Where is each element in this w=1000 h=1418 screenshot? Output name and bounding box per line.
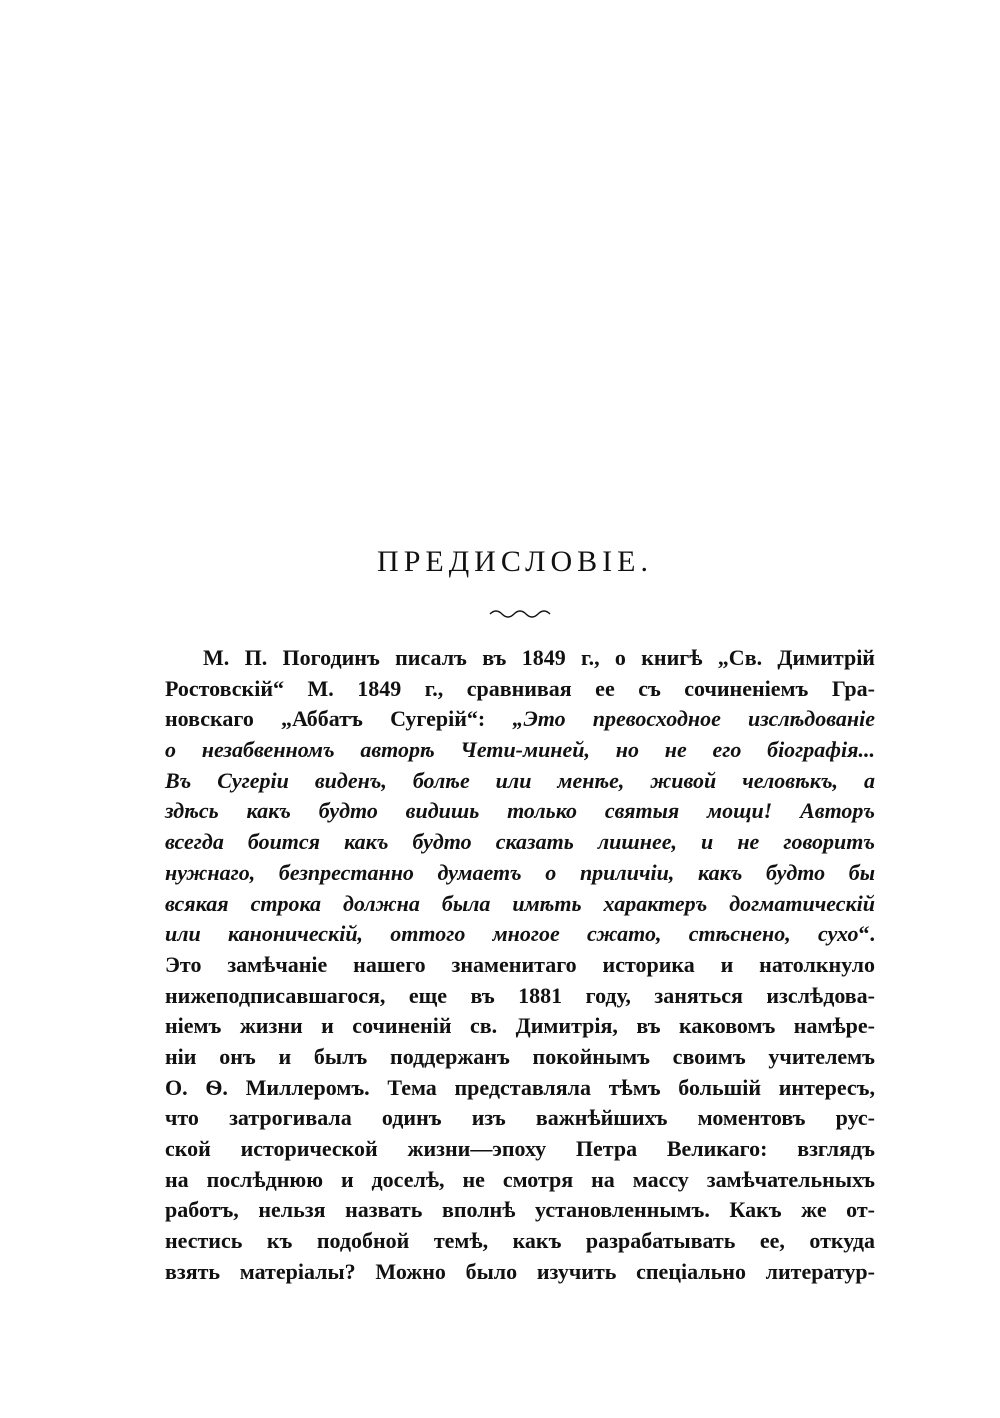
text-segment: ніемъ жизни и сочиненій св. Димитрія, въ каковомъ намѣре-: [165, 1013, 875, 1039]
text-line: [165, 1011, 875, 1042]
text-line: [165, 1226, 875, 1257]
text-segment: работъ, нельзя назвать вполнѣ установленнымъ. Какъ же от-: [165, 1197, 875, 1223]
text-segment: ніи онъ и былъ поддержанъ покойнымъ своимъ учителемъ: [165, 1043, 875, 1069]
quoted-text: здѣсь какъ будто видишь только святыя мощи! Авторъ: [165, 798, 875, 824]
text-line: [165, 1257, 875, 1288]
quoted-text: „Это превосходное изслѣдованіе: [512, 706, 875, 732]
text-line: [165, 1103, 875, 1134]
text-line: [165, 950, 875, 981]
text-line: [165, 1073, 875, 1104]
text-line: [165, 766, 875, 797]
text-line: [165, 735, 875, 766]
wave-ornament-icon: [488, 607, 552, 619]
text-segment: ской исторической жизни—эпоху Петра Великаго: взглядъ: [165, 1136, 875, 1161]
text-segment: новскаго „Аббатъ Сугерій“:: [165, 706, 513, 732]
text-segment: Ростовскій“ М. 1849 г., сравнивая ее съ сочиненіемъ Гра-: [165, 675, 875, 701]
text-segment: взять матеріалы? Можно было изучить спеціально литератур-: [165, 1258, 875, 1284]
text-line: [165, 827, 875, 858]
text-line: [165, 704, 875, 735]
text-line: [165, 981, 875, 1012]
quoted-text: о незабвенномъ авторѣ Чети-миней, но не его біографія...: [165, 737, 875, 763]
text-line: [165, 889, 875, 920]
text-line: [165, 1134, 875, 1165]
text-segment: М. П. Погодинъ писалъ въ 1849 г., о книгѣ „Св. Димитрій: [203, 645, 875, 670]
text-line: [165, 919, 875, 950]
text-segment: на послѣднюю и доселѣ, не смотря на массу замѣчательныхъ: [165, 1166, 875, 1192]
text-line: [165, 858, 875, 889]
text-line: [165, 1195, 875, 1226]
quoted-text: или каноническій, оттого многое сжато, стѣснено, сухо: [165, 921, 859, 947]
text-line: [165, 643, 875, 674]
quoted-text: нужнаго, безпрестанно думаетъ о приличіи, какъ будто бы: [165, 859, 875, 885]
text-line: [165, 1042, 875, 1073]
quoted-text: всегда боится какъ будто сказать лишнее, и не говоритъ: [165, 829, 875, 855]
page-title: ПРЕДИСЛОВІЕ.: [377, 545, 653, 578]
text-segment: что затрогивала одинъ изъ важнѣйшихъ моментовъ рус-: [165, 1105, 875, 1131]
text-segment: нижеподписавшагося, еще въ 1881 году, заняться изслѣдова-: [165, 982, 875, 1008]
preface-body: [165, 643, 875, 1287]
quoted-text: всякая строка должна была имѣть характеръ догматическій: [165, 890, 875, 916]
text-line: [165, 1165, 875, 1196]
quoted-text: Въ Сугеріи виденъ, болѣе или менѣе, живой человѣкъ, а: [165, 767, 875, 793]
text-segment: О. Ѳ. Миллеромъ. Тема представляла тѣмъ большій интересъ,: [165, 1074, 875, 1100]
text-segment: “.: [858, 921, 875, 947]
text-line: [165, 796, 875, 827]
text-segment: нестись къ подобной темѣ, какъ разрабатывать ее, откуда: [165, 1228, 875, 1254]
text-line: [165, 674, 875, 705]
text-segment: Это замѣчаніе нашего знаменитаго историка и натолкнуло: [165, 951, 875, 977]
